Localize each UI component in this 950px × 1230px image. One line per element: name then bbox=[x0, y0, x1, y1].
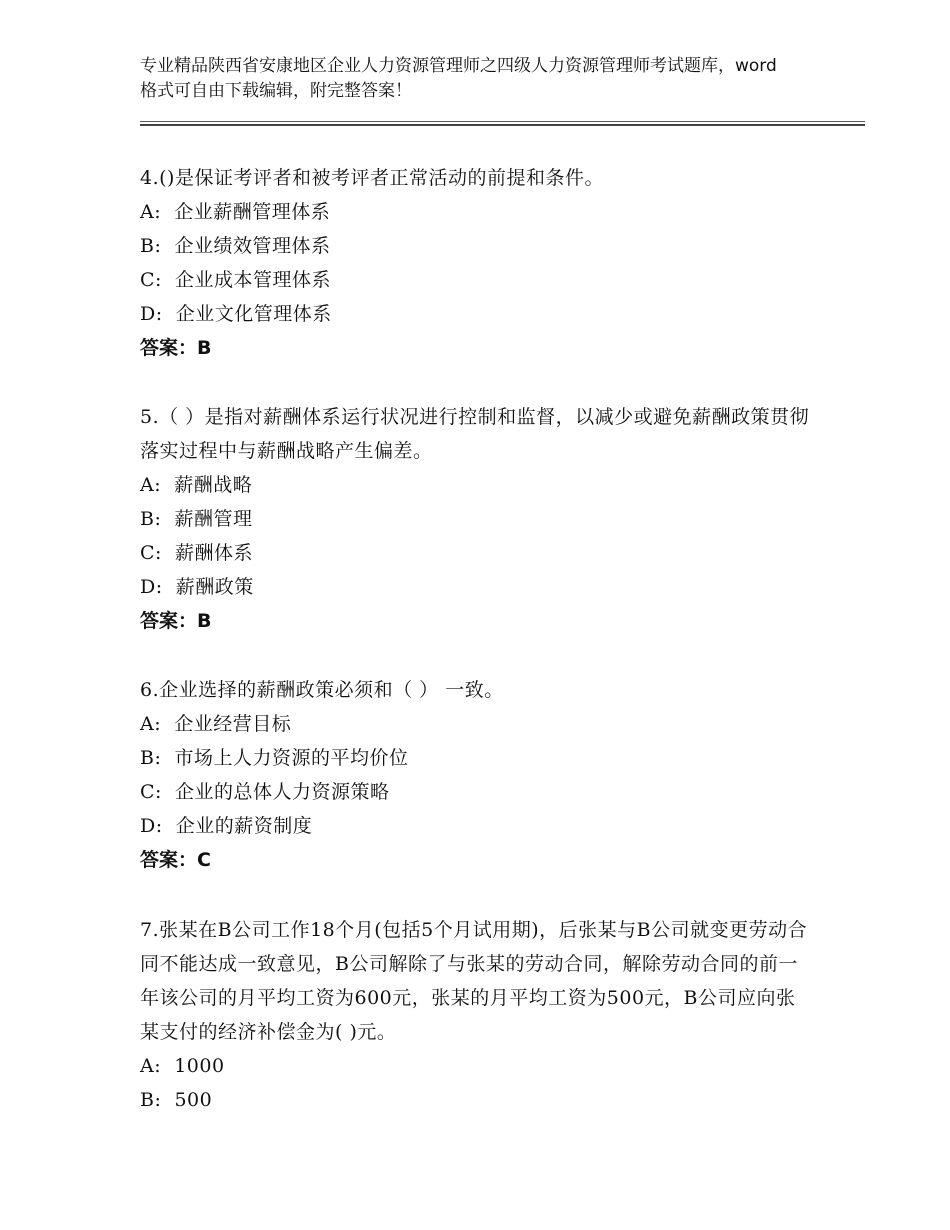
question-stem: 7.张某在B公司工作18个月(包括5个月试用期)，后张某与B公司就变更劳动合同不能达成一致意见，B公司解除了与张某的劳动合同，解除劳动合同的前一年该公司的月平均工资为600元，张某的月平均工资为500元，B公司应向张某支付的经济补偿金为( )元。 bbox=[140, 919, 808, 1043]
question-7 bbox=[140, 913, 810, 1117]
question-stem: 5.（ ）是指对薪酬体系运行状况进行控制和监督，以减少或避免薪酬政策贯彻落实过程中与薪酬战略产生偏差。 bbox=[140, 406, 810, 462]
option-b: B: 500 bbox=[140, 1089, 213, 1111]
option-a: A: 企业薪酬管理体系 bbox=[140, 201, 331, 223]
option-b: B: 企业绩效管理体系 bbox=[140, 235, 331, 257]
option-d: D: 企业文化管理体系 bbox=[140, 303, 332, 325]
option-a: A: 薪酬战略 bbox=[140, 474, 253, 496]
header-divider bbox=[140, 121, 865, 122]
option-c: C: 企业的总体人力资源策略 bbox=[140, 781, 390, 803]
answer: 答案：B bbox=[140, 610, 212, 632]
question-stem: 4.()是保证考评者和被考评者正常活动的前提和条件。 bbox=[140, 167, 604, 189]
question-stem: 6.企业选择的薪酬政策必须和（ ） 一致。 bbox=[140, 679, 504, 701]
option-a: A: 企业经营目标 bbox=[140, 713, 292, 735]
option-b: B: 市场上人力资源的平均价位 bbox=[140, 747, 409, 769]
option-c: C: 薪酬体系 bbox=[140, 542, 254, 564]
option-a: A: 1000 bbox=[140, 1055, 225, 1077]
option-b: B: 薪酬管理 bbox=[140, 508, 253, 530]
header-divider-thick bbox=[140, 124, 865, 126]
question-6 bbox=[140, 673, 810, 877]
option-d: D: 企业的薪资制度 bbox=[140, 815, 313, 837]
answer: 答案：B bbox=[140, 337, 212, 359]
option-d: D: 薪酬政策 bbox=[140, 576, 254, 598]
question-5 bbox=[140, 400, 810, 638]
option-c: C: 企业成本管理体系 bbox=[140, 269, 332, 291]
answer: 答案：C bbox=[140, 849, 211, 871]
document-header: 专业精品陕西省安康地区企业人力资源管理师之四级人力资源管理师考试题库，word格式可自由下载编辑，附完整答案！ bbox=[140, 56, 777, 101]
question-4 bbox=[140, 161, 810, 365]
